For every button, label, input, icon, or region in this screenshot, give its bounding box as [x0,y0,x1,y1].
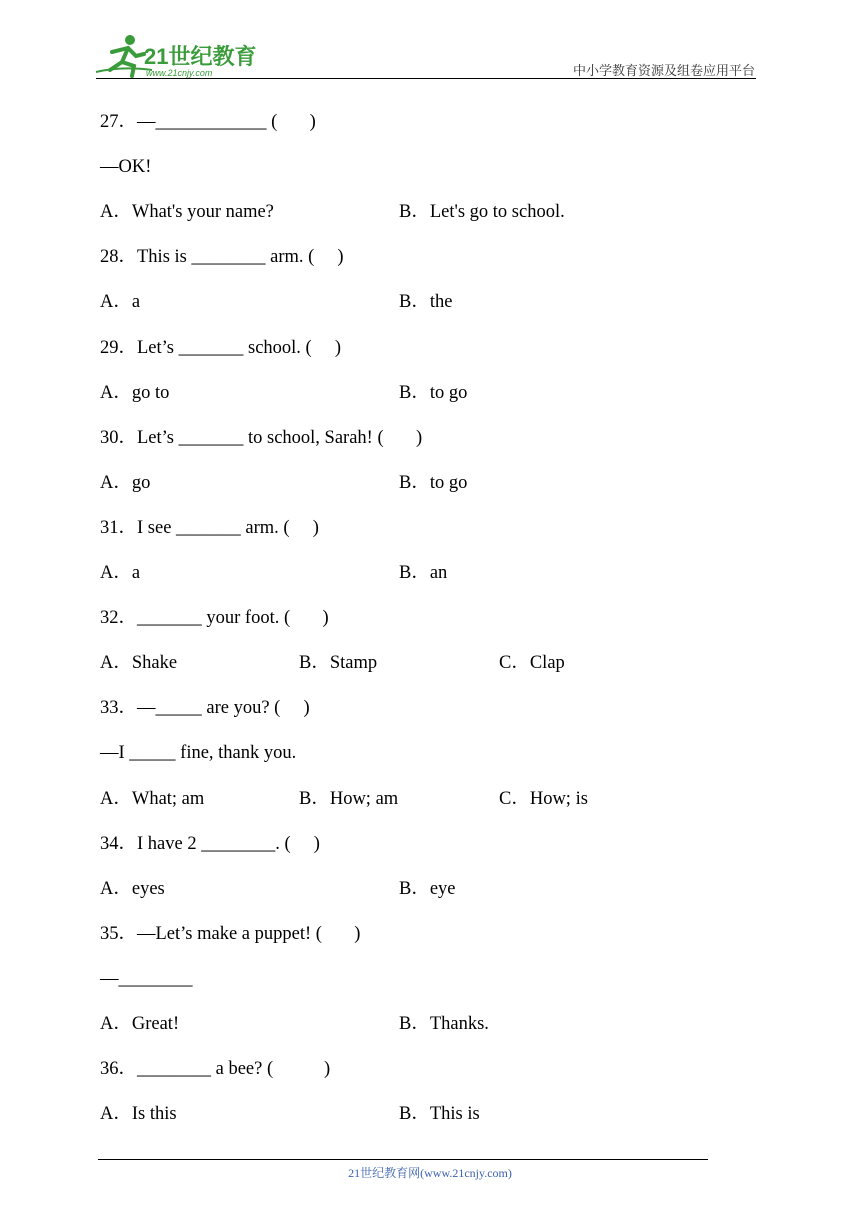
answer-option[interactable]: A．go to [100,382,170,403]
answer-option[interactable]: B．to go [399,382,468,403]
footer-divider [98,1159,708,1160]
question-stem: 30．Let’s _______ to school, Sarah! ( ) [100,427,423,448]
runner-logo-icon [92,30,262,80]
answer-option[interactable]: A．Great! [100,1014,180,1034]
footer-text: 21世纪教育网(www.21cnjy.com) [348,1166,512,1180]
answer-option[interactable]: C．Clap [499,653,565,674]
question-stem: 34．I have 2 ________. ( ) [100,833,320,854]
question-stem: 35．—Let’s make a puppet! ( ) [100,923,361,944]
dialogue-line: —________ [100,968,193,989]
question-stem: 32．_______ your foot. ( ) [100,608,329,629]
answer-option[interactable]: A．a [100,292,141,313]
answer-option[interactable]: B．Let's go to school. [399,202,565,223]
question-stem: 28．This is ________ arm. ( ) [100,247,344,268]
answer-option[interactable]: A．Shake [100,653,178,674]
answer-option[interactable]: B．Stamp [299,653,378,674]
dialogue-line: —I _____ fine, thank you. [100,743,297,764]
logo-url: www.21cnjy.com [146,68,213,78]
answer-option[interactable]: B．the [399,292,453,313]
answer-option[interactable]: B．an [399,563,448,583]
answer-option[interactable]: A．What; am [100,788,205,809]
platform-title: 中小学教育资源及组卷应用平台 [572,64,755,79]
dialogue-line: —OK! [100,157,152,178]
answer-option[interactable]: A．eyes [100,878,165,899]
answer-option[interactable]: B．How; am [299,788,399,809]
question-stem: 29．Let’s _______ school. ( ) [100,337,341,358]
answer-option[interactable]: A．What's your name? [100,202,274,223]
answer-option[interactable]: A．go [100,472,151,493]
logo-text: 21世纪教育 [144,44,257,69]
question-stem: 31．I see _______ arm. ( ) [100,517,319,538]
question-stem: 36．________ a bee? ( ) [100,1059,331,1080]
question-stem: 27．—____________ ( ) [100,112,316,132]
answer-option[interactable]: C．How; is [499,788,588,809]
question-stem: 33．—_____ are you? ( ) [100,698,310,719]
answer-option[interactable]: A．Is this [100,1104,177,1125]
answer-option[interactable]: A．a [100,563,141,583]
page-header [0,0,860,90]
header-divider [96,78,756,79]
answer-option[interactable]: B．This is [399,1104,480,1125]
answer-option[interactable]: B．Thanks. [399,1014,489,1034]
logo [92,30,262,80]
answer-option[interactable]: B．to go [399,472,468,493]
answer-option[interactable]: B．eye [399,878,456,899]
